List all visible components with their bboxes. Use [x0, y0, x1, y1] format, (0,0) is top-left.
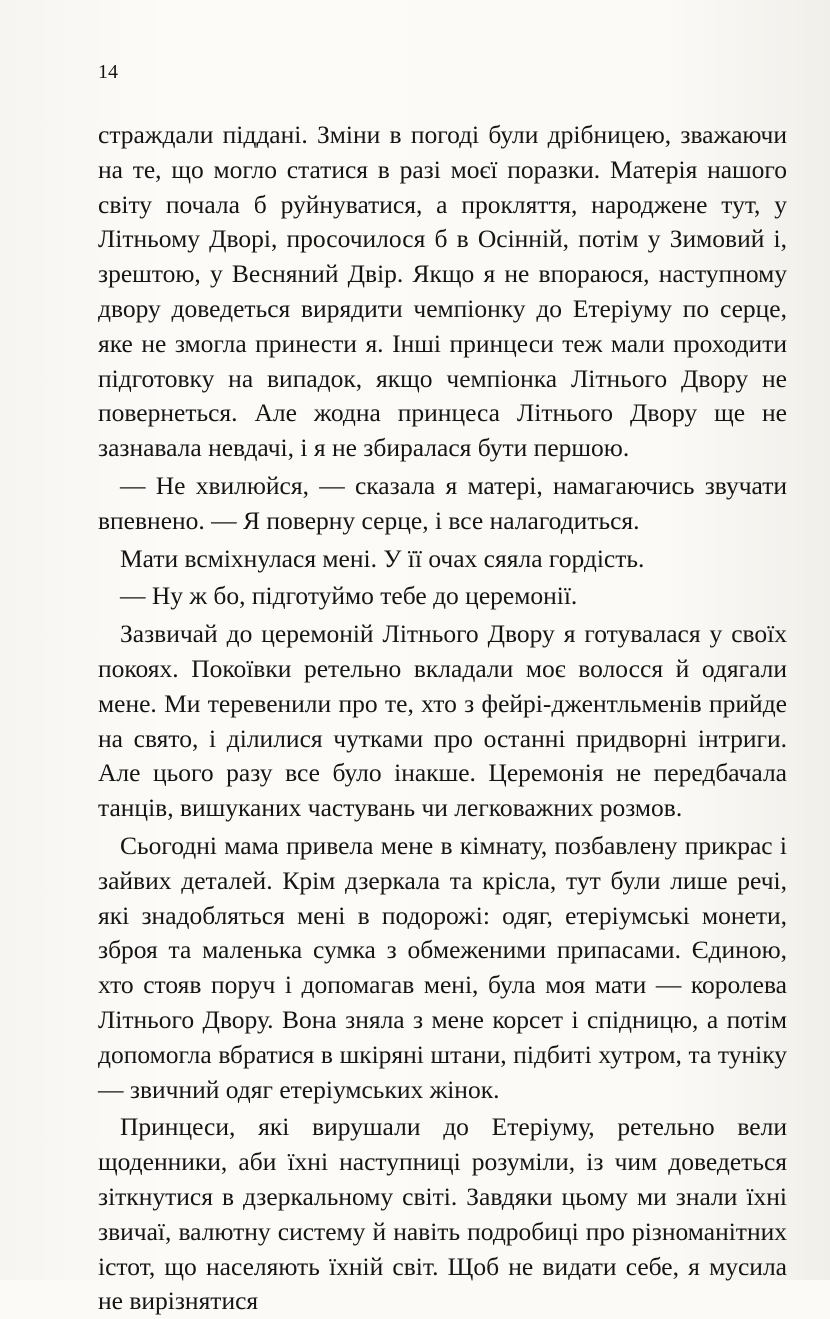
paragraph-1: страждали піддані. Зміни в погоді були дрібницею, зважаючи на те, що могло статися в разі моєї поразки. Матерія нашого світу почала б руйнуватися, а прокляття, народжене тут, у Літньому Дворі, просочилося б в Осінній, потім у Зимовий і, зрештою, у Весняний Двір. Якщо я не впораюся, наступному двору доведеться вирядити чемпіонку до Етеріуму по серце, яке не змогла принести я. Інші принцеси теж мали проходити підготовку на випадок, якщо чемпіонка Літнього Двору не повернеться. Але жодна принцеса Літнього Двору ще не зазнавала невдачі, і я не збиралася бути першою. [98, 120, 787, 463]
paragraph-2: — Не хвилюйся, — сказала я матері, намагаючись звучати впевнено. — Я поверну серце, і все налагодиться. [98, 470, 787, 535]
page-number: 14 [98, 61, 118, 83]
paragraph-6: Сьогодні мама привела мене в кімнату, позбавлену прикрас і зайвих деталей. Крім дзеркала та крісла, тут були лише речі, які знадобляться мені в подорожі: одяг, етеріумські монети, зброя та маленька сумка з обмеженими припасами. Єдиною, хто стояв поруч і допомагав мені, була моя мати — королева Літнього Двору. Вона зняла з мене корсет і спідницю, а потім допомогла вбратися в шкіряні штани, підбиті хутром, та туніку — звичний одяг етеріумських жінок. [98, 830, 787, 1104]
paragraph-3: Мати всміхнулася мені. У її очах сяяла гордість. [120, 543, 645, 573]
body-text [98, 118, 787, 1319]
paragraph-4: — Ну ж бо, підготуймо тебе до церемонії. [120, 581, 578, 611]
paragraph-5: Зазвичай до церемоній Літнього Двору я готувалася у своїх покоях. Покоївки ретельно вкладали моє волосся й одягали мене. Ми теревенили про те, хто з фейрі-джентльменів прийде на свято, і ділилися чутками про останні придворні інтриги. Але цього разу все було інакше. Церемонія не передбачала танців, вишуканих частувань чи легковажних розмов. [98, 619, 787, 823]
paragraph-7: Принцеси, які вирушали до Етеріуму, ретельно вели щоденники, аби їхні наступниці розуміли, із чим доведеться зіткнутися в дзеркальному світі. Завдяки цьому ми знали їхні звичаї, валютну систему й навіть подробиці про різноманітних істот, що населяють їхній світ. Щоб не видати себе, я мусила не вирізнятися [98, 1112, 787, 1316]
